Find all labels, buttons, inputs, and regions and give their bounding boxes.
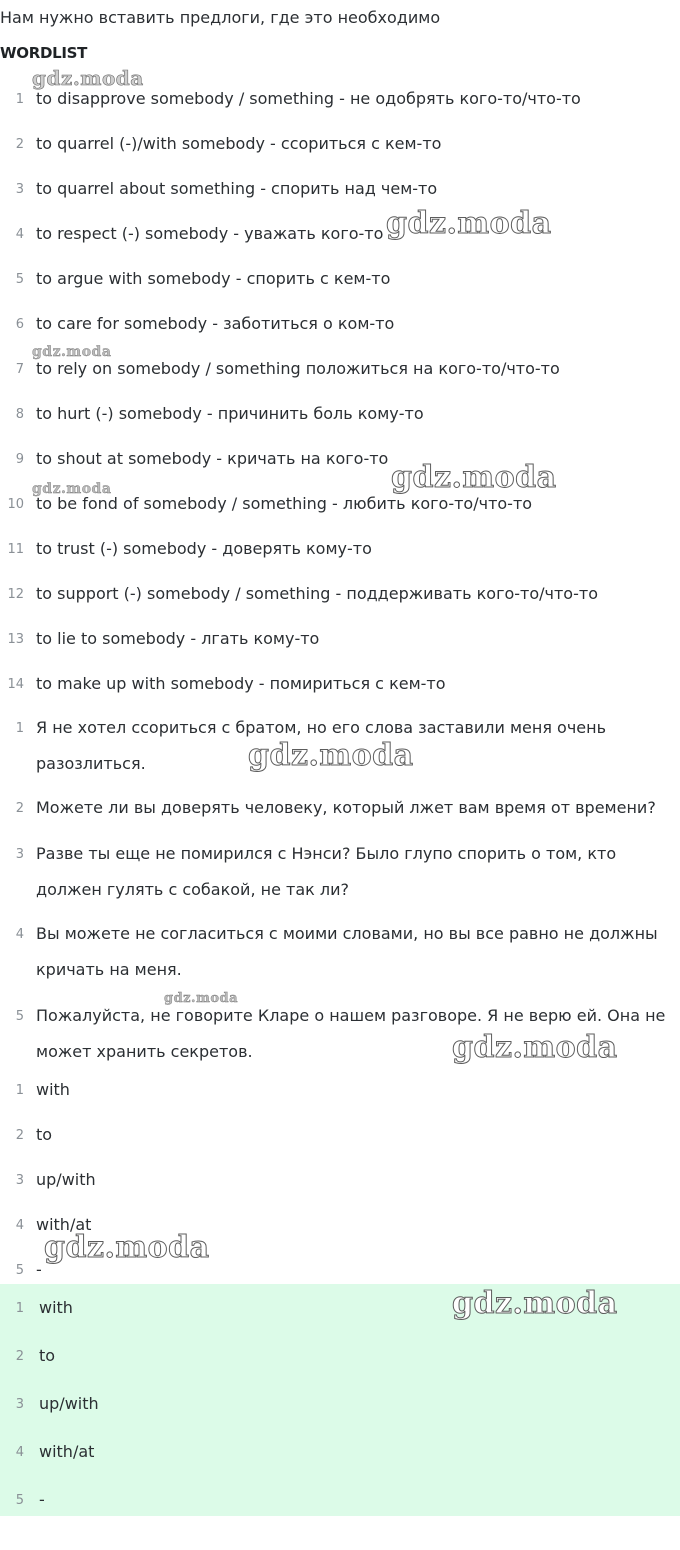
item-number: 2 bbox=[15, 801, 24, 816]
watermark: gdz.moda bbox=[32, 481, 112, 497]
item-text: to shout at somebody - кричать на кого-то bbox=[36, 449, 389, 468]
item-text: Вы можете не согласиться с моими словами, но вы все равно не должны кричать на меня. bbox=[36, 924, 658, 979]
item-number: 2 bbox=[15, 1349, 24, 1364]
item-text: - bbox=[36, 1260, 42, 1279]
item-number: 14 bbox=[7, 677, 24, 692]
list-item bbox=[0, 924, 680, 1006]
item-text: to care for somebody - заботиться о ком-то bbox=[36, 314, 395, 333]
list-item bbox=[0, 718, 680, 798]
watermark: gdz.moda bbox=[391, 460, 557, 495]
item-text: to disapprove somebody / something - не одобрять кого-то/что-то bbox=[36, 89, 581, 108]
list-item bbox=[0, 489, 680, 534]
item-number: 3 bbox=[15, 182, 24, 197]
list-item bbox=[0, 624, 680, 669]
item-text: with/at bbox=[36, 1215, 92, 1234]
list-item bbox=[0, 1212, 680, 1257]
watermark: gdz.moda bbox=[386, 206, 552, 241]
list-item bbox=[0, 399, 680, 444]
item-text: to respect (-) somebody - уважать кого-то bbox=[36, 224, 384, 243]
item-text: to bbox=[36, 1125, 53, 1144]
item-text: to quarrel about something - спорить над чем-то bbox=[36, 179, 438, 198]
item-text: with/at bbox=[39, 1442, 95, 1461]
sentence-list bbox=[0, 718, 680, 1086]
list-item bbox=[0, 579, 680, 624]
list-item bbox=[0, 264, 680, 309]
item-number: 9 bbox=[15, 452, 24, 467]
item-number: 4 bbox=[15, 927, 24, 942]
list-item bbox=[0, 174, 680, 219]
watermark: gdz.moda bbox=[248, 738, 414, 773]
item-text: with bbox=[36, 1080, 70, 1099]
item-text: to be fond of somebody / something - любить кого-то/что-то bbox=[36, 494, 533, 513]
list-item bbox=[0, 309, 680, 354]
list-item bbox=[0, 844, 680, 924]
watermark: gdz.moda bbox=[452, 1286, 618, 1321]
item-text: to lie to somebody - лгать кому-то bbox=[36, 629, 320, 648]
wordlist bbox=[0, 84, 680, 714]
item-number: 4 bbox=[15, 1445, 24, 1460]
watermark: gdz.moda bbox=[32, 344, 112, 360]
list-item bbox=[0, 669, 680, 714]
item-text: to argue with somebody - спорить с кем-то bbox=[36, 269, 391, 288]
item-number: 3 bbox=[15, 1173, 24, 1188]
watermark: gdz.moda bbox=[164, 991, 239, 1006]
item-number: 5 bbox=[15, 272, 24, 287]
item-text: up/with bbox=[36, 1170, 96, 1189]
item-text: Разве ты еще не помирился с Нэнси? Было глупо спорить о том, кто должен гулять с собакой, не так ли? bbox=[36, 844, 617, 899]
item-text: - bbox=[39, 1490, 45, 1509]
list-item bbox=[0, 1167, 680, 1212]
list-item bbox=[0, 354, 680, 399]
list-item bbox=[0, 1433, 680, 1481]
list-item bbox=[0, 1122, 680, 1167]
list-item bbox=[0, 84, 680, 129]
item-text: to bbox=[39, 1346, 56, 1365]
list-item bbox=[0, 1289, 680, 1337]
item-text: to support (-) somebody / something - поддерживать кого-то/что-то bbox=[36, 584, 598, 603]
item-number: 10 bbox=[7, 497, 24, 512]
item-number: 8 bbox=[15, 407, 24, 422]
item-text: Я не хотел ссориться с братом, но его слова заставили меня очень разозлиться. bbox=[36, 718, 607, 773]
list-item bbox=[0, 1006, 680, 1086]
list-item bbox=[0, 1337, 680, 1385]
list-item bbox=[0, 129, 680, 174]
list-item bbox=[0, 1077, 680, 1122]
answer-highlight-panel bbox=[0, 1284, 680, 1516]
item-text: to make up with somebody - помириться с кем-то bbox=[36, 674, 446, 693]
item-text: to trust (-) somebody - доверять кому-то bbox=[36, 539, 372, 558]
item-text: to quarrel (-)/with somebody - ссориться с кем-то bbox=[36, 134, 442, 153]
item-number: 12 bbox=[7, 587, 24, 602]
item-number: 3 bbox=[15, 847, 24, 862]
item-number: 4 bbox=[15, 227, 24, 242]
item-number: 6 bbox=[15, 317, 24, 332]
item-text: Можете ли вы доверять человеку, который лжет вам время от времени? bbox=[36, 798, 656, 817]
item-number: 11 bbox=[7, 542, 24, 557]
list-item bbox=[0, 1385, 680, 1433]
item-text: to rely on somebody / something положиться на кого-то/что-то bbox=[36, 359, 560, 378]
list-item bbox=[0, 1481, 680, 1529]
wordlist-heading: WORDLIST bbox=[0, 44, 88, 62]
item-text: up/with bbox=[39, 1394, 99, 1413]
highlighted-answer-list bbox=[0, 1289, 680, 1529]
watermark: gdz.moda bbox=[44, 1230, 210, 1265]
item-number: 3 bbox=[15, 1397, 24, 1412]
item-number: 1 bbox=[15, 1083, 24, 1098]
item-number: 5 bbox=[15, 1493, 24, 1508]
item-number: 7 bbox=[15, 362, 24, 377]
intro-text: Нам нужно вставить предлоги, где это необходимо bbox=[0, 8, 441, 27]
answer-list bbox=[0, 1077, 680, 1302]
list-item bbox=[0, 219, 680, 264]
item-number: 13 bbox=[7, 632, 24, 647]
list-item bbox=[0, 444, 680, 489]
item-number: 5 bbox=[15, 1009, 24, 1024]
item-number: 1 bbox=[15, 1301, 24, 1316]
item-number: 4 bbox=[15, 1218, 24, 1233]
item-number: 1 bbox=[15, 92, 24, 107]
item-number: 1 bbox=[15, 721, 24, 736]
watermark: gdz.moda bbox=[32, 66, 144, 90]
item-number: 2 bbox=[15, 1128, 24, 1143]
list-item bbox=[0, 534, 680, 579]
item-text: to hurt (-) somebody - причинить боль кому-то bbox=[36, 404, 424, 423]
item-text: with bbox=[39, 1298, 73, 1317]
item-number: 5 bbox=[15, 1263, 24, 1278]
watermark: gdz.moda bbox=[452, 1030, 618, 1065]
item-number: 2 bbox=[15, 137, 24, 152]
item-text: Пожалуйста, не говорите Кларе о нашем разговоре. Я не верю ей. Она не может хранить секретов. bbox=[36, 1006, 666, 1061]
